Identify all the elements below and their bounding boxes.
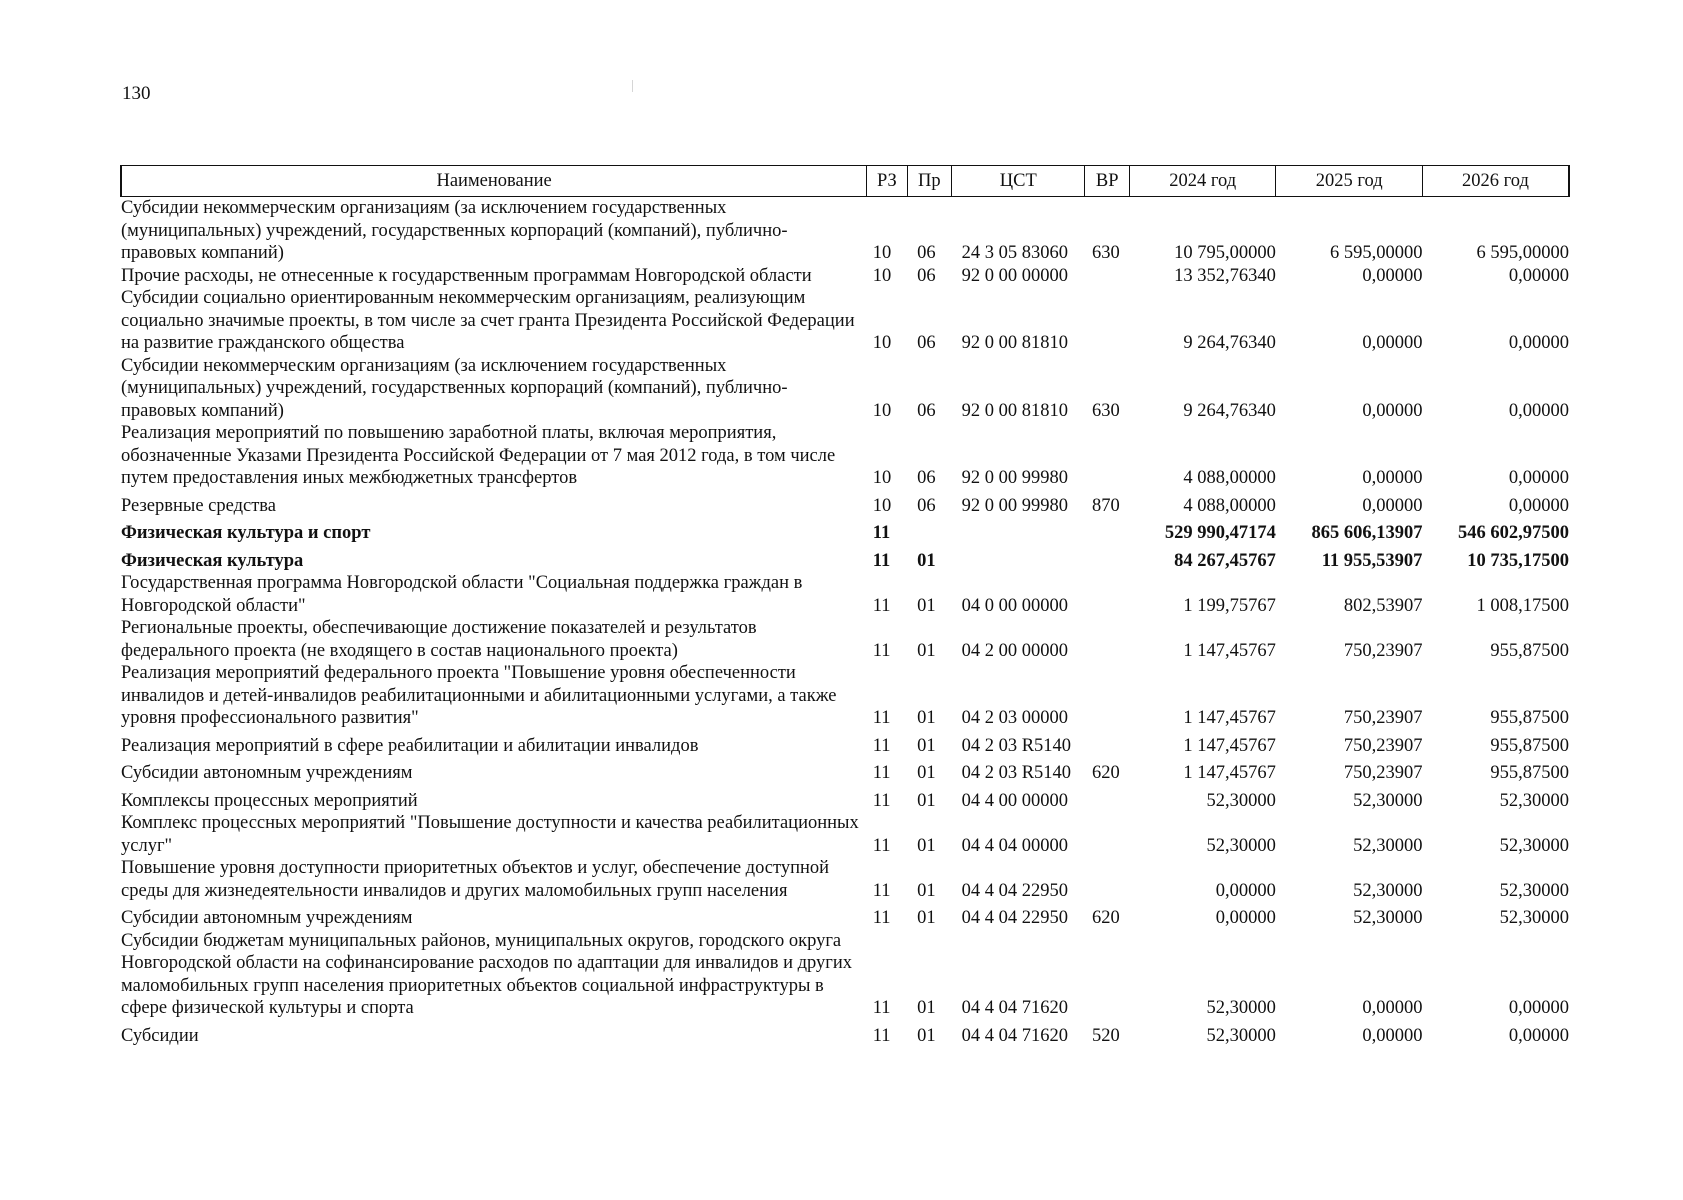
row-rz: 11 bbox=[872, 550, 891, 571]
row-cst: 92 0 00 99980 bbox=[961, 495, 1068, 516]
table-row bbox=[121, 617, 1569, 662]
row-pr: 01 bbox=[917, 735, 936, 756]
row-cst: 04 2 03 R5140 bbox=[961, 763, 1072, 783]
row-2025: 750,23907 bbox=[1343, 708, 1423, 728]
row-rz: 11 bbox=[872, 708, 891, 728]
row-2026: 0,00000 bbox=[1508, 400, 1569, 421]
table-row bbox=[121, 422, 1569, 490]
row-rz: 11 bbox=[872, 735, 891, 756]
row-name: Физическая культура bbox=[121, 550, 304, 571]
row-pr: 06 bbox=[917, 243, 936, 263]
row-name: Реализация мероприятий по повышению заработной платы, включая мероприятия, обозначенные Указами Президента Российской Федерации от 7 мая 2012 года, в том числе путем предоставления иных межбюджетных трансфертов bbox=[121, 423, 836, 488]
row-cst: 04 4 00 00000 bbox=[961, 790, 1068, 811]
header-vr: ВР bbox=[1085, 166, 1129, 197]
row-vr: 630 bbox=[1091, 243, 1120, 263]
row-rz: 11 bbox=[872, 523, 891, 543]
row-vr bbox=[1085, 617, 1129, 662]
row-vr: 870 bbox=[1091, 495, 1120, 516]
table-header-row bbox=[121, 166, 1569, 197]
table-row bbox=[121, 1020, 1569, 1048]
row-2025: 52,30000 bbox=[1353, 790, 1423, 811]
row-vr bbox=[1085, 662, 1129, 730]
header-2026: 2026 год bbox=[1422, 166, 1569, 197]
row-rz: 11 bbox=[872, 790, 891, 811]
row-2025: 0,00000 bbox=[1362, 495, 1423, 516]
header-cst: ЦСТ bbox=[952, 166, 1085, 197]
row-pr: 01 bbox=[917, 1025, 936, 1046]
scan-mark bbox=[632, 80, 633, 92]
row-pr: 01 bbox=[917, 708, 936, 728]
row-vr bbox=[1085, 812, 1129, 857]
row-name: Реализация мероприятий в сфере реабилитации и абилитации инвалидов bbox=[121, 735, 699, 756]
row-vr bbox=[1085, 572, 1129, 617]
row-rz: 10 bbox=[872, 495, 892, 516]
row-name: Повышение уровня доступности приоритетных объектов и услуг, обеспечение доступной среды для жизнедеятельности инвалидов и других маломобильных групп населения bbox=[121, 858, 830, 901]
row-2024: 0,00000 bbox=[1215, 908, 1276, 928]
row-2025: 0,00000 bbox=[1362, 265, 1423, 286]
row-pr: 06 bbox=[917, 333, 936, 353]
row-2026: 52,30000 bbox=[1499, 790, 1569, 811]
row-2024: 84 267,45767 bbox=[1174, 550, 1276, 571]
row-rz: 10 bbox=[872, 243, 892, 263]
row-pr: 01 bbox=[917, 908, 936, 928]
row-2026: 52,30000 bbox=[1499, 908, 1569, 928]
row-2025: 0,00000 bbox=[1362, 468, 1423, 488]
row-2024: 0,00000 bbox=[1215, 880, 1276, 901]
row-pr: 01 bbox=[917, 790, 936, 811]
row-2024: 529 990,47174 bbox=[1164, 523, 1276, 543]
row-2026: 10 735,17500 bbox=[1467, 550, 1569, 571]
row-rz: 10 bbox=[872, 468, 892, 488]
row-2024: 13 352,76340 bbox=[1174, 265, 1276, 286]
row-2026: 955,87500 bbox=[1490, 708, 1569, 728]
row-cst: 04 0 00 00000 bbox=[961, 595, 1068, 616]
row-vr: 630 bbox=[1091, 400, 1120, 421]
row-pr: 01 bbox=[917, 880, 936, 901]
row-name: Государственная программа Новгородской области "Социальная поддержка граждан в Новгородской области" bbox=[121, 573, 803, 616]
row-2024: 9 264,76340 bbox=[1183, 333, 1276, 353]
row-vr: 620 bbox=[1091, 763, 1120, 783]
row-name: Субсидии автономным учреждениям bbox=[121, 908, 413, 928]
row-2025: 802,53907 bbox=[1343, 595, 1423, 616]
row-rz: 11 bbox=[872, 763, 891, 783]
header-2025: 2025 год bbox=[1276, 166, 1423, 197]
row-2025: 750,23907 bbox=[1343, 763, 1423, 783]
row-vr bbox=[1085, 422, 1129, 490]
row-pr: 01 bbox=[917, 835, 936, 856]
row-vr bbox=[1085, 857, 1129, 902]
row-2025: 0,00000 bbox=[1362, 400, 1423, 421]
row-cst: 04 2 03 R5140 bbox=[961, 735, 1072, 756]
row-rz: 10 bbox=[872, 333, 892, 353]
header-rz: РЗ bbox=[867, 166, 907, 197]
row-2026: 0,00000 bbox=[1508, 1025, 1569, 1046]
row-rz: 11 bbox=[872, 1025, 891, 1046]
row-vr bbox=[1085, 265, 1129, 288]
row-2026: 1 008,17500 bbox=[1476, 595, 1569, 616]
row-name: Прочие расходы, не отнесенные к государственным программам Новгородской области bbox=[121, 265, 812, 286]
row-rz: 11 bbox=[872, 595, 891, 616]
table-row bbox=[121, 757, 1569, 785]
budget-table bbox=[120, 165, 1570, 1047]
row-pr: 06 bbox=[917, 468, 936, 488]
row-name: Субсидии социально ориентированным некоммерческим организациям, реализующим социально значимые проекты, в том числе за счет гранта Президента Российской Федерации на развитие гражданского общества bbox=[121, 288, 855, 353]
row-2024: 1 147,45767 bbox=[1183, 708, 1276, 728]
row-vr bbox=[1085, 517, 1129, 545]
header-2024: 2024 год bbox=[1129, 166, 1276, 197]
row-2024: 1 147,45767 bbox=[1183, 735, 1276, 756]
row-name: Субсидии bbox=[121, 1025, 199, 1046]
row-2025: 52,30000 bbox=[1353, 908, 1423, 928]
row-2024: 9 264,76340 bbox=[1183, 400, 1276, 421]
row-2024: 52,30000 bbox=[1206, 790, 1276, 811]
row-pr: 06 bbox=[917, 495, 936, 516]
row-name: Реализация мероприятий федерального проекта "Повышение уровня обеспеченности инвалидов и детей-инвалидов реабилитационными и абилитационными услугами, а также уровня профессионального развития" bbox=[121, 663, 837, 728]
table-row bbox=[121, 265, 1569, 288]
row-2024: 1 147,45767 bbox=[1183, 763, 1276, 783]
table-row bbox=[121, 355, 1569, 423]
row-2025: 750,23907 bbox=[1343, 735, 1423, 756]
table-row bbox=[121, 572, 1569, 617]
row-cst: 04 4 04 71620 bbox=[961, 998, 1068, 1018]
row-cst: 04 4 04 22950 bbox=[961, 880, 1068, 901]
row-cst: 04 4 04 22950 bbox=[961, 908, 1068, 928]
table-row bbox=[121, 197, 1569, 265]
row-2026: 955,87500 bbox=[1490, 640, 1569, 661]
row-vr bbox=[1085, 287, 1129, 355]
row-2025: 52,30000 bbox=[1353, 835, 1423, 856]
row-pr: 01 bbox=[917, 998, 936, 1018]
row-2024: 52,30000 bbox=[1206, 835, 1276, 856]
row-cst: 04 2 00 00000 bbox=[961, 640, 1068, 661]
row-2024: 52,30000 bbox=[1206, 1025, 1276, 1046]
row-pr: 01 bbox=[917, 763, 936, 783]
row-2024: 1 147,45767 bbox=[1183, 640, 1276, 661]
row-2026: 52,30000 bbox=[1499, 880, 1569, 901]
row-pr: 01 bbox=[917, 640, 936, 661]
table-row-subsection-total bbox=[121, 545, 1569, 573]
row-2025: 11 955,53907 bbox=[1321, 550, 1423, 571]
row-2026: 0,00000 bbox=[1508, 468, 1569, 488]
row-cst: 92 0 00 00000 bbox=[961, 265, 1068, 286]
table-row bbox=[121, 902, 1569, 930]
row-pr: 06 bbox=[917, 265, 936, 286]
row-2026: 955,87500 bbox=[1490, 735, 1569, 756]
row-2025: 750,23907 bbox=[1343, 640, 1423, 661]
table-row bbox=[121, 662, 1569, 730]
row-2026: 0,00000 bbox=[1508, 998, 1569, 1018]
row-vr bbox=[1085, 545, 1129, 573]
row-2026: 955,87500 bbox=[1490, 763, 1569, 783]
row-vr bbox=[1085, 930, 1129, 1020]
table-row bbox=[121, 812, 1569, 857]
row-vr bbox=[1085, 785, 1129, 813]
row-2026: 0,00000 bbox=[1508, 265, 1569, 286]
table-row bbox=[121, 287, 1569, 355]
row-2025: 865 606,13907 bbox=[1311, 523, 1423, 543]
row-vr bbox=[1085, 730, 1129, 758]
row-pr bbox=[907, 517, 951, 545]
row-name: Физическая культура и спорт bbox=[121, 523, 371, 543]
row-pr: 06 bbox=[917, 400, 936, 421]
row-2025: 6 595,00000 bbox=[1329, 243, 1423, 263]
row-2025: 0,00000 bbox=[1362, 1025, 1423, 1046]
row-rz: 11 bbox=[872, 880, 891, 901]
row-name: Комплекс процессных мероприятий "Повышение доступности и качества реабилитационных услуг" bbox=[121, 813, 859, 856]
row-2025: 52,30000 bbox=[1353, 880, 1423, 901]
row-2024: 52,30000 bbox=[1206, 998, 1276, 1018]
row-cst bbox=[952, 545, 1085, 573]
row-cst: 04 4 04 00000 bbox=[961, 835, 1068, 856]
header-name: Наименование bbox=[121, 166, 867, 197]
row-2024: 4 088,00000 bbox=[1183, 495, 1276, 516]
row-name: Региональные проекты, обеспечивающие достижение показателей и результатов федерального проекта (не входящего в состав национального проекта) bbox=[121, 618, 757, 661]
row-rz: 11 bbox=[872, 998, 891, 1018]
row-cst bbox=[952, 517, 1085, 545]
row-rz: 10 bbox=[872, 400, 892, 421]
row-vr: 620 bbox=[1091, 908, 1120, 928]
row-rz: 10 bbox=[872, 265, 892, 286]
row-2025: 0,00000 bbox=[1362, 998, 1423, 1018]
row-pr: 01 bbox=[917, 595, 936, 616]
row-name: Субсидии автономным учреждениям bbox=[121, 763, 413, 783]
row-cst: 92 0 00 99980 bbox=[961, 468, 1068, 488]
row-2024: 10 795,00000 bbox=[1174, 243, 1276, 263]
row-rz: 11 bbox=[872, 640, 891, 661]
table-row-section-total bbox=[121, 517, 1569, 545]
row-name: Субсидии некоммерческим организациям (за исключением государственных (муниципальных) учреждений, государственных корпораций (компаний), публично-правовых компаний) bbox=[121, 198, 788, 263]
row-rz: 11 bbox=[872, 908, 891, 928]
table-row bbox=[121, 730, 1569, 758]
table-row bbox=[121, 857, 1569, 902]
row-2026: 52,30000 bbox=[1499, 835, 1569, 856]
row-cst: 92 0 00 81810 bbox=[961, 333, 1068, 353]
row-name: Комплексы процессных мероприятий bbox=[121, 790, 418, 811]
table-row bbox=[121, 785, 1569, 813]
row-name: Субсидии некоммерческим организациям (за исключением государственных (муниципальных) учреждений, государственных корпораций (компаний), публично-правовых компаний) bbox=[121, 355, 788, 421]
row-2024: 4 088,00000 bbox=[1183, 468, 1276, 488]
table-row bbox=[121, 490, 1569, 518]
header-pr: Пр bbox=[907, 166, 951, 197]
row-rz: 11 bbox=[872, 835, 891, 856]
row-name: Субсидии бюджетам муниципальных районов, муниципальных округов, городского округа Новгородской области на софинансирование расходов по адаптации для инвалидов и других маломобильных групп населения приоритетных объектов социальной инфраструктуры в сфере физической культуры и спорта bbox=[121, 930, 853, 1018]
row-pr: 01 bbox=[917, 550, 936, 571]
page-number: 130 bbox=[122, 83, 151, 104]
row-name: Резервные средства bbox=[121, 495, 276, 516]
row-2026: 0,00000 bbox=[1508, 333, 1569, 353]
row-cst: 92 0 00 81810 bbox=[961, 400, 1068, 421]
table-row bbox=[121, 930, 1569, 1020]
row-cst: 04 2 03 00000 bbox=[961, 708, 1068, 728]
row-2026: 0,00000 bbox=[1508, 495, 1569, 516]
row-cst: 24 3 05 83060 bbox=[961, 243, 1068, 263]
row-2025: 0,00000 bbox=[1362, 333, 1423, 353]
row-2026: 6 595,00000 bbox=[1476, 243, 1569, 263]
row-vr: 520 bbox=[1091, 1025, 1120, 1046]
row-cst: 04 4 04 71620 bbox=[961, 1025, 1068, 1046]
row-2026: 546 602,97500 bbox=[1458, 523, 1569, 543]
row-2024: 1 199,75767 bbox=[1183, 595, 1276, 616]
